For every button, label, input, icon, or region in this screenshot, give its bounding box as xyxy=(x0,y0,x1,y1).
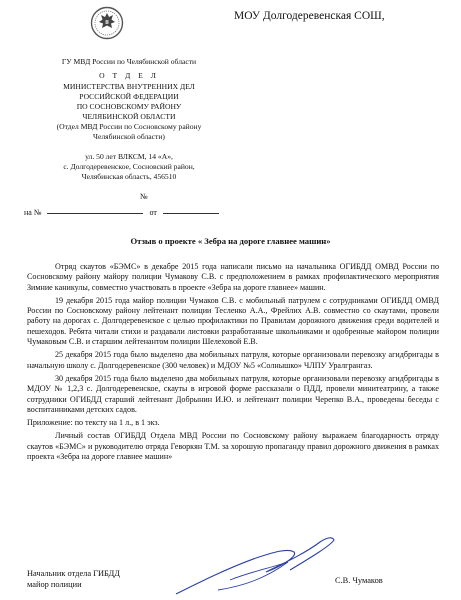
reference-number-blank xyxy=(47,212,143,214)
reference-from: от xyxy=(149,208,157,217)
letterhead-line: ЧЕЛЯБИНСКОЙ ОБЛАСТИ xyxy=(82,112,176,121)
letterhead-address-line: Челябинская область, 456510 xyxy=(81,172,177,181)
police-emblem-icon xyxy=(90,6,124,40)
letterhead-line: Челябинской области) xyxy=(93,132,165,141)
letterhead-address-line: ул. 50 лет ВЛКСМ, 14 «А», xyxy=(85,152,173,161)
letterhead-address-line: с. Долгодеревенское, Сосновский район, xyxy=(63,162,195,171)
handwritten-signature xyxy=(170,528,340,600)
letter-body xyxy=(27,262,439,465)
signature-position xyxy=(27,568,120,590)
letterhead-line: МИНИСТЕРСТВА ВНУТРЕННИХ ДЕЛ xyxy=(63,82,195,91)
reference-prefix: на № xyxy=(24,208,42,217)
letter-title: Отзыв о проекте « Зебра на дороге главнее машин» xyxy=(130,236,331,246)
closing-paragraph: Личный состав ОГИБДД Отдела МВД России по Сосновскому району выражаем благодарность отряду скаутов «БЭМС» и руководителю отряда Геворкян Т.М. за хорошую пропаганду правил дорожного движения в рамках проекта «Зебра на дороге главнее машин» xyxy=(27,431,439,462)
recipient: МОУ Долгодеревенская СОШ, xyxy=(234,10,385,22)
signature-name: С.В. Чумаков xyxy=(335,576,383,585)
attachment-note: Приложение: по тексту на 1 л., в 1 экз. xyxy=(27,418,160,428)
letter-number-label: № xyxy=(140,192,148,201)
reference-line xyxy=(24,208,219,217)
letterhead-dept: О Т Д Е Л xyxy=(99,71,159,80)
reference-date-blank xyxy=(163,212,219,214)
body-paragraph: 19 декабря 2015 года майор полиции Чумаков С.В. с мобильный патрулем с сотрудниками ОГИБДД ОМВД России по Сосновскому району лейтенант полиции Тесленко А.А., Фрейлих А.В. совместно со скаутами, провели работу на дорогах с. Долгодеревенское с целью профилактики по Правилам дорожного движения среди водителей и пешеходов. Ребята читали стихи и раздавали листовки разработанные школьниками и одобренные майором полиции Чумаковым С.В. и старшим лейтенантом полиции Шелеховой Е.В. xyxy=(27,295,439,347)
letterhead-line: ПО СОСНОВСКОМУ РАЙОНУ xyxy=(76,102,182,111)
body-paragraph: Отряд скаутов «БЭМС» в декабре 2015 года написали письмо на начальника ОГИБДД ОМВД России по Сосновскому району майору полиции Чумакову С.В. с предположением в рамках профилактического мероприятия Зимние каникулы, совместно участвовать в проекте «Зебра на дороге главнее» машин. xyxy=(27,262,439,292)
letterhead-line: РОССИЙСКОЙ ФЕДЕРАЦИИ xyxy=(79,92,179,101)
signature-position-line: Начальник отдела ГИБДД xyxy=(27,569,120,578)
signature-position-line: майор полиции xyxy=(27,580,82,589)
letterhead-org: ГУ МВД России по Челябинской области xyxy=(61,57,197,66)
body-paragraph: 30 декабря 2015 года было выделено два мобильных патруля, которые организовали перевозку агидбригады в МДОУ № 1,2,3 с. Долгодеревенское, скауты в игровой форме рассказали о ПДД, провели минитеатрину, а также сотрудники ОГИБДД старший лейтенант Добрынин И.Ю. и лейтенант полиции Черепко В.А., проведены беседы с воспитанниками детских садов. xyxy=(27,373,439,414)
body-paragraph: 25 декабря 2015 года было выделено два мобильных патруля, которые организовали перевозку агидбригады в начальную школу с. Долгодеревенское (300 человек) и МДОУ №5 «Солнышко» ЧЛПУ Уралгрангаз. xyxy=(27,350,439,370)
letterhead-line: (Отдел МВД России по Сосновскому району xyxy=(56,122,202,131)
